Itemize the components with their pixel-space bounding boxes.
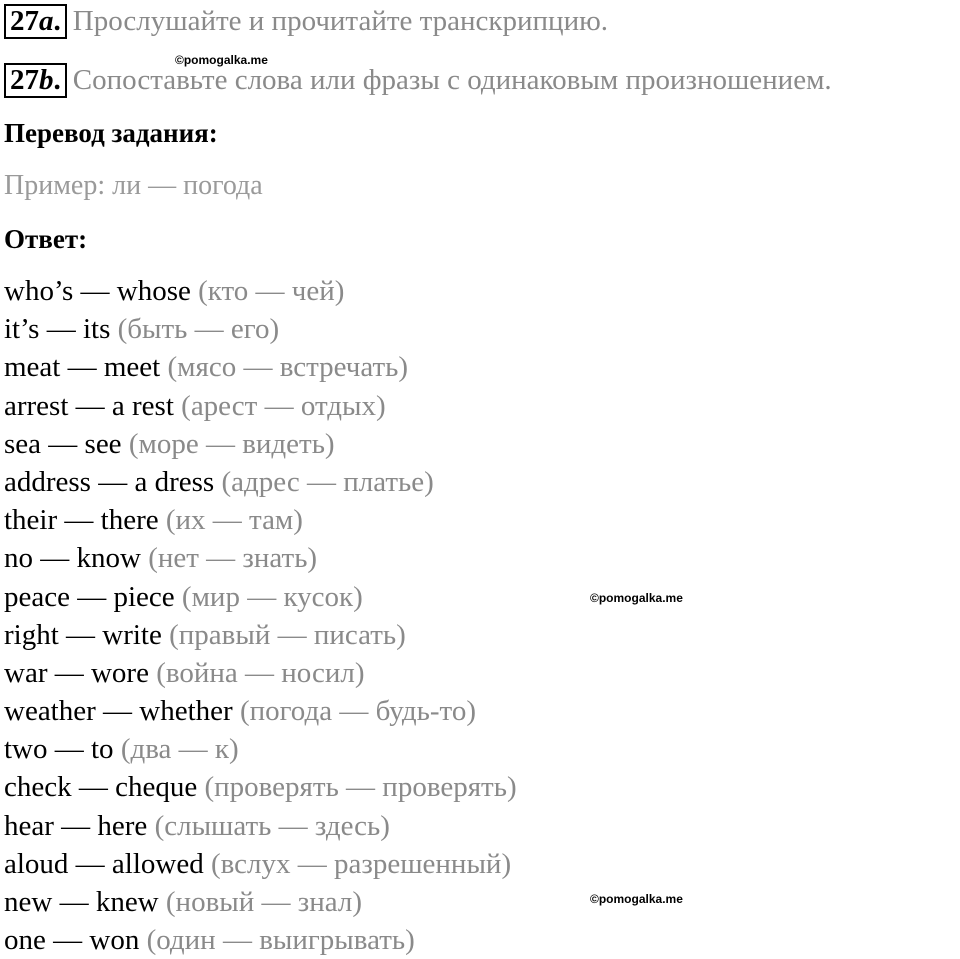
russian-translation: (быть — его) xyxy=(117,313,280,346)
answer-row xyxy=(4,387,517,425)
english-pair: their — there xyxy=(4,504,159,537)
task-text-27b: Сопоставьте слова или фразы с одинаковым произношением. xyxy=(72,64,832,96)
russian-translation: (один — выигрывать) xyxy=(146,924,415,957)
russian-translation: (мир — кусок) xyxy=(181,580,363,613)
english-pair: peace — piece xyxy=(4,580,175,613)
answer-row xyxy=(4,348,517,386)
russian-translation: (проверять — проверять) xyxy=(204,771,517,804)
answer-row xyxy=(4,425,517,463)
task-text-27a: Прослушайте и прочитайте транскрипцию. xyxy=(72,5,609,37)
english-pair: aloud — allowed xyxy=(4,847,204,880)
english-pair: it’s — its xyxy=(4,313,111,346)
answer-row xyxy=(4,310,517,348)
answer-row xyxy=(4,654,517,692)
english-pair: war — wore xyxy=(4,656,149,689)
russian-translation: (мясо — встречать) xyxy=(167,351,409,384)
task-number-27a: 27a. xyxy=(4,4,67,39)
task-number-27b: 27b. xyxy=(4,63,67,98)
answer-row xyxy=(4,539,517,577)
answer-list xyxy=(4,272,517,959)
answer-row xyxy=(4,272,517,310)
russian-translation: (нет — знать) xyxy=(148,542,318,575)
english-pair: two — to xyxy=(4,733,114,766)
translation-heading: Перевод задания: xyxy=(4,118,218,148)
answer-heading: Ответ: xyxy=(4,224,88,254)
english-pair: who’s — whose xyxy=(4,275,191,307)
english-pair: one — won xyxy=(4,924,140,957)
english-pair: no — know xyxy=(4,542,141,575)
english-pair: meat — meet xyxy=(4,351,161,384)
russian-translation: (море — видеть) xyxy=(128,427,335,460)
answer-row xyxy=(4,501,517,539)
russian-translation: (арест — отдых) xyxy=(181,389,386,422)
answer-row xyxy=(4,692,517,730)
answer-row xyxy=(4,883,517,921)
answer-row xyxy=(4,845,517,883)
example-text: Пример: ли — погода xyxy=(4,170,263,201)
answer-row xyxy=(4,463,517,501)
russian-translation: (война — носил) xyxy=(156,656,365,689)
answer-row xyxy=(4,616,517,654)
english-pair: weather — whether xyxy=(4,695,233,728)
answer-row xyxy=(4,921,517,959)
russian-translation: (адрес — платье) xyxy=(221,465,434,498)
english-pair: new — knew xyxy=(4,886,159,918)
watermark: ©pomogalka.me xyxy=(590,892,683,906)
english-pair: address — a dress xyxy=(4,465,215,498)
answer-row xyxy=(4,578,517,616)
english-pair: arrest — a rest xyxy=(4,389,174,422)
russian-translation: (погода — будь-то) xyxy=(239,695,476,728)
english-pair: sea — see xyxy=(4,427,122,460)
english-pair: hear — here xyxy=(4,809,148,842)
answer-row xyxy=(4,807,517,845)
russian-translation: (два — к) xyxy=(120,733,239,766)
russian-translation: (кто — чей) xyxy=(198,275,345,307)
russian-translation: (их — там) xyxy=(165,504,303,537)
english-pair: right — write xyxy=(4,618,162,651)
russian-translation: (слышать — здесь) xyxy=(154,809,390,842)
russian-translation: (новый — знал) xyxy=(165,886,362,918)
watermark: ©pomogalka.me xyxy=(175,53,268,67)
russian-translation: (вслух — разрешенный) xyxy=(210,847,512,880)
task-27a xyxy=(4,4,608,39)
answer-row xyxy=(4,730,517,768)
watermark: ©pomogalka.me xyxy=(590,591,683,605)
answer-row xyxy=(4,768,517,806)
english-pair: check — cheque xyxy=(4,771,198,804)
task-27b xyxy=(4,63,832,98)
russian-translation: (правый — писать) xyxy=(169,618,406,651)
